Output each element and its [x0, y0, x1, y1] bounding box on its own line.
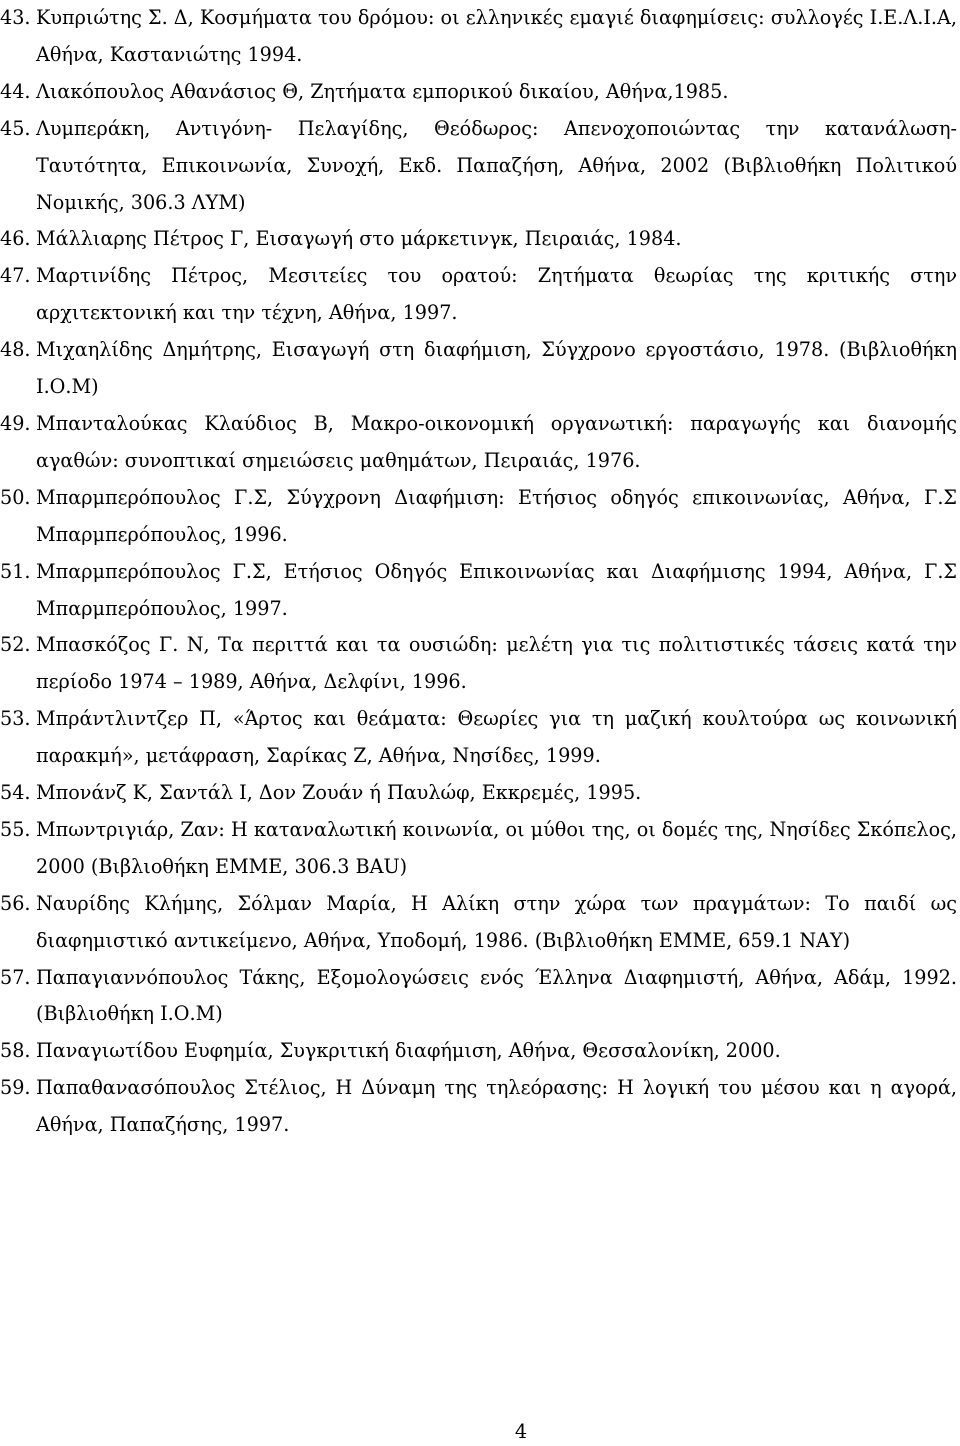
- entry-number: 52.: [0, 633, 31, 657]
- entry-text: Παναγιωτίδου Ευφημία, Συγκριτική διαφήμιση, Αθήνα, Θεσσαλονίκη, 2000.: [36, 1039, 781, 1063]
- bibliography-entry: [0, 406, 960, 480]
- bibliography-entry: [0, 1033, 960, 1070]
- entry-number: 44.: [0, 79, 31, 103]
- entry-text: Μαρτινίδης Πέτρος, Μεσιτείες του ορατού: Ζητήματα θεωρίας της κριτικής στην αρχιτεκτονική και την τέχνη, Αθήνα, 1997.: [36, 264, 957, 325]
- entry-number: 50.: [0, 485, 31, 509]
- entry-number: 54.: [0, 781, 31, 805]
- entry-text: Λυμπεράκη, Αντιγόνη- Πελαγίδης, Θεόδωρος: Απενοχοποιώντας την κατανάλωση- Ταυτότητα, Επικοινωνία, Συνοχή, Εκδ. Παπαζήση, Αθήνα, 2002 (Βιβλιοθήκη Πολιτικού Νομικής, 306.3 ΛΥΜ): [36, 116, 957, 214]
- bibliography-entry: [0, 332, 960, 406]
- bibliography-entry: [0, 0, 960, 74]
- entry-text: Μπαρμπερόπουλος Γ.Σ, Σύγχρονη Διαφήμιση: Ετήσιος οδηγός επικοινωνίας, Αθήνα, Γ.Σ Μπαρμπερόπουλος, 1996.: [36, 485, 957, 546]
- bibliography-entry: [0, 480, 960, 554]
- entry-text: Μάλλιαρης Πέτρος Γ, Εισαγωγή στο μάρκετινγκ, Πειραιάς, 1984.: [36, 227, 682, 251]
- entry-number: 47.: [0, 264, 31, 288]
- entry-number: 43.: [0, 6, 31, 29]
- entry-text: Μπαρμπερόπουλος Γ.Σ, Ετήσιος Οδηγός Επικοινωνίας και Διαφήμισης 1994, Αθήνα, Γ.Σ Μπαρμπερόπουλος, 1997.: [36, 559, 957, 620]
- entry-number: 51.: [0, 559, 31, 583]
- entry-number: 57.: [0, 965, 31, 989]
- entry-number: 55.: [0, 817, 31, 841]
- entry-number: 53.: [0, 707, 31, 731]
- entry-number: 58.: [0, 1039, 31, 1063]
- entry-text: Μπωντριγιάρ, Ζαν: Η καταναλωτική κοινωνία, οι μύθοι της, οι δομές της, Νησίδες Σκόπελος, 2000 (Βιβλιοθήκη ΕΜΜΕ, 306.3 BAU): [36, 817, 957, 878]
- bibliography-entry: [0, 960, 960, 1034]
- entry-number: 48.: [0, 338, 31, 362]
- bibliography-entry: [0, 812, 960, 886]
- entry-text: Μπανταλούκας Κλαύδιος Β, Μακρο-οικονομική οργανωτική: παραγωγής και διανομής αγαθών: συνοπτικαί σημειώσεις μαθημάτων, Πειραιάς, 1976.: [36, 411, 957, 472]
- entry-text: Μπασκόζος Γ. Ν, Τα περιττά και τα ουσιώδη: μελέτη για τις πολιτιστικές τάσεις κατά την περίοδο 1974 – 1989, Αθήνα, Δελφίνι, 1996.: [36, 633, 957, 694]
- bibliography-entry: [0, 627, 960, 701]
- bibliography-entry: [0, 886, 960, 960]
- page-number: 4: [514, 1420, 528, 1443]
- entry-number: 45.: [0, 116, 31, 140]
- entry-text: Μιχαηλίδης Δημήτρης, Εισαγωγή στη διαφήμιση, Σύγχρονο εργοστάσιο, 1978. (Βιβλιοθήκη Ι.Ο.Μ): [36, 338, 957, 399]
- entry-text: Παπαγιαννόπουλος Τάκης, Εξομολογώσεις ενός Έλληνα Διαφημιστή, Αθήνα, Αδάμ, 1992. (Βιβλιοθήκη Ι.Ο.Μ): [36, 965, 957, 1026]
- entry-number: 56.: [0, 891, 31, 915]
- entry-number: 49.: [0, 411, 31, 435]
- bibliography-entry: [0, 258, 960, 332]
- entry-text: Λιακόπουλος Αθανάσιος Θ, Ζητήματα εμπορικού δικαίου, Αθήνα,1985.: [36, 79, 729, 103]
- bibliography-entry: [0, 775, 960, 812]
- entry-number: 59.: [0, 1076, 31, 1100]
- bibliography-entry: [0, 111, 960, 222]
- bibliography-entry: [0, 221, 960, 258]
- entry-text: Παπαθανασόπουλος Στέλιος, Η Δύναμη της τηλεόρασης: Η λογική του μέσου και η αγορά, Αθήνα, Παπαζήσης, 1997.: [36, 1076, 957, 1137]
- bibliography-entry: [0, 554, 960, 628]
- bibliography-entry: [0, 74, 960, 111]
- entry-text: Κυπριώτης Σ. Δ, Κοσμήματα του δρόμου: οι ελληνικές εμαγιέ διαφημίσεις: συλλογές Ι.Ε.Λ.Ι.Α, Αθήνα, Καστανιώτης 1994.: [36, 6, 957, 66]
- bibliography-entry: [0, 1070, 960, 1144]
- entry-number: 46.: [0, 227, 31, 251]
- bibliography-entry: [0, 701, 960, 775]
- entry-text: Μπράντλιντζερ Π, «Άρτος και θεάματα: Θεωρίες για τη μαζική κουλτούρα ως κοινωνική παρακμή», μετάφραση, Σαρίκας Ζ, Αθήνα, Νησίδες, 1999.: [36, 707, 957, 768]
- entry-text: Ναυρίδης Κλήμης, Σόλμαν Μαρία, Η Αλίκη στην χώρα των πραγμάτων: Το παιδί ως διαφημιστικό αντικείμενο, Αθήνα, Υποδομή, 1986. (Βιβλιοθήκη ΕΜΜΕ, 659.1 ΝΑΥ): [36, 891, 957, 952]
- entry-text: Μπονάνζ Κ, Σαντάλ Ι, Δον Ζουάν ή Παυλώφ, Εκκρεμές, 1995.: [36, 781, 642, 805]
